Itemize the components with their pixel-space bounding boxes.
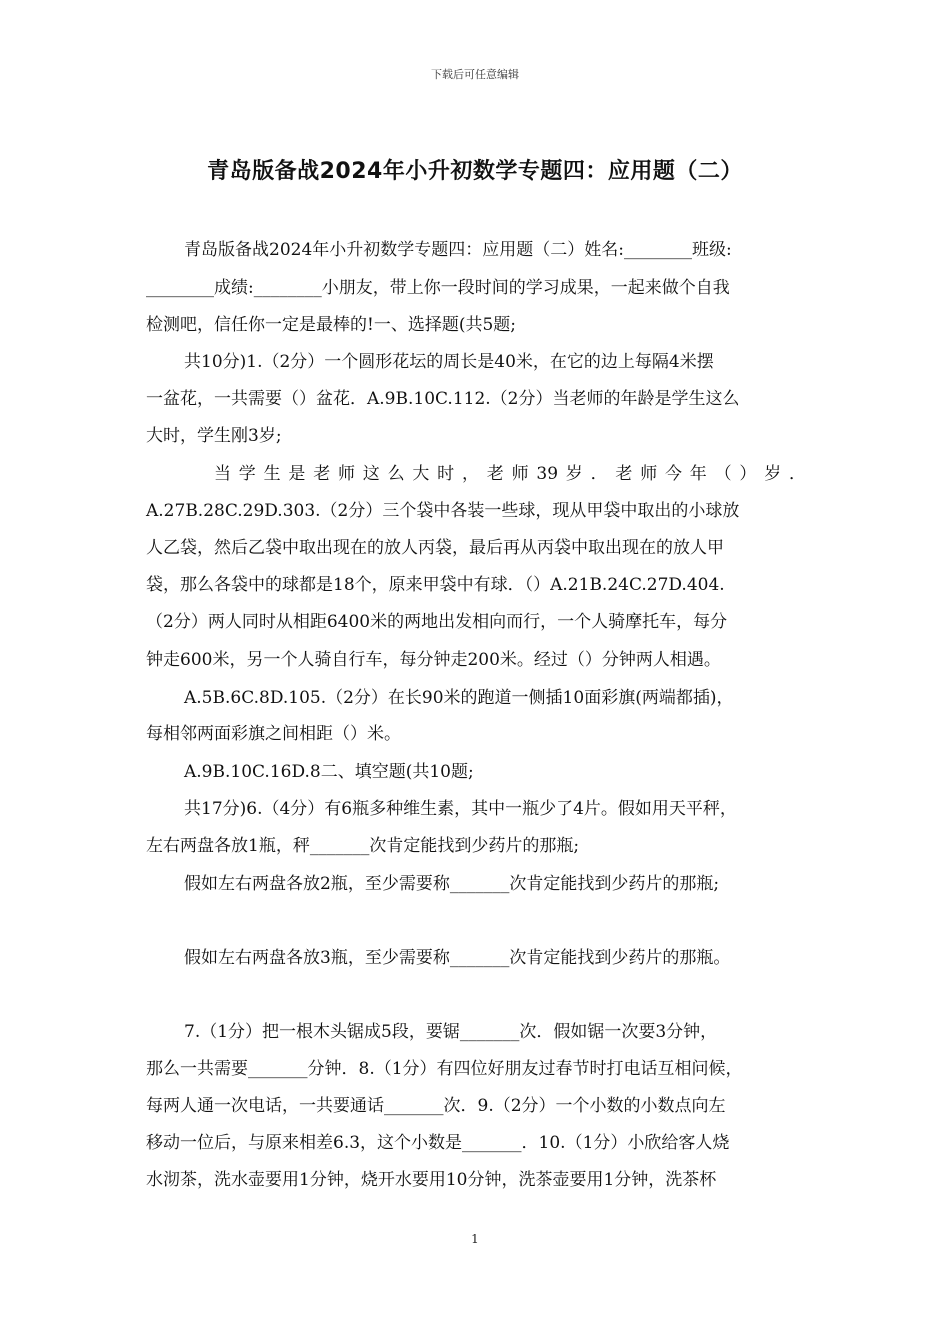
- body-line: （2分）两人同时从相距6400米的两地出发相向而行，一个人骑摩托车，每分: [146, 612, 728, 632]
- body-line: 一盆花，一共需要（）盆花．A.9B.10C.112.（2分）当老师的年龄是学生这么: [146, 389, 740, 409]
- body-line: A.27B.28C.29D.303.（2分）三个袋中各装一些球，现从甲袋中取出的小球放: [146, 501, 740, 521]
- body-line: 每两人通一次电话，一共要通话_______次．9.（2分）一个小数的小数点向左: [146, 1096, 726, 1116]
- body-line: 共10分)1.（2分）一个圆形花坛的周长是40米，在它的边上每隔4米摆: [184, 352, 714, 372]
- body-line: ________成绩:________小朋友，带上你一段时间的学习成果，一起来做个自我: [146, 278, 730, 298]
- document-title: 青岛版备战2024年小升初数学专题四：应用题（二）: [207, 159, 743, 184]
- body-line: 当学生是老师这么大时，老师39岁．老师今年（）岁．: [214, 464, 806, 484]
- body-line: 水沏茶，洗水壶要用1分钟，烧开水要用10分钟，洗茶壶要用1分钟，洗茶杯: [146, 1170, 717, 1190]
- body-line: 袋，那么各袋中的球都是18个，原来甲袋中有球．（）A.21B.24C.27D.404.: [146, 575, 725, 595]
- body-line: 大时，学生刚3岁;: [146, 426, 282, 446]
- body-line: 7.（1分）把一根木头锯成5段，要锯_______次．假如锯一次要3分钟，: [184, 1022, 718, 1042]
- body-line: 假如左右两盘各放3瓶，至少需要称_______次肯定能找到少药片的那瓶。: [184, 948, 731, 968]
- body-line: 每相邻两面彩旗之间相距（）米。: [146, 724, 401, 744]
- body-line: 移动一位后，与原来相差6.3，这个小数是_______．10.（1分）小欣给客人烧: [146, 1133, 730, 1153]
- body-line: 钟走600米，另一个人骑自行车，每分钟走200米。经过（）分钟两人相遇。: [146, 650, 721, 670]
- page-number: 1: [471, 1232, 479, 1246]
- body-line: 那么一共需要_______分钟．8.（1分）有四位好朋友过春节时打电话互相问候，: [146, 1059, 743, 1079]
- body-line: A.9B.10C.16D.8二、填空题(共10题;: [184, 762, 474, 782]
- body-line: A.5B.6C.8D.105.（2分）在长90米的跑道一侧插10面彩旗(两端都插)，: [184, 688, 734, 708]
- body-line: 青岛版备战2024年小升初数学专题四：应用题（二）姓名:________班级:: [184, 240, 732, 260]
- body-line: 假如左右两盘各放2瓶，至少需要称_______次肯定能找到少药片的那瓶;: [184, 874, 720, 894]
- header-note: 下载后可任意编辑: [431, 68, 519, 81]
- body-line: 检测吧，信任你一定是最棒的!一、选择题(共5题;: [146, 315, 517, 335]
- body-line: 共17分)6.（4分）有6瓶多种维生素，其中一瓶少了4片。假如用天平秤，: [184, 799, 737, 819]
- body-line: 人乙袋，然后乙袋中取出现在的放人丙袋，最后再从丙袋中取出现在的放人甲: [146, 538, 724, 558]
- body-line: 左右两盘各放1瓶，秤_______次肯定能找到少药片的那瓶;: [146, 836, 580, 856]
